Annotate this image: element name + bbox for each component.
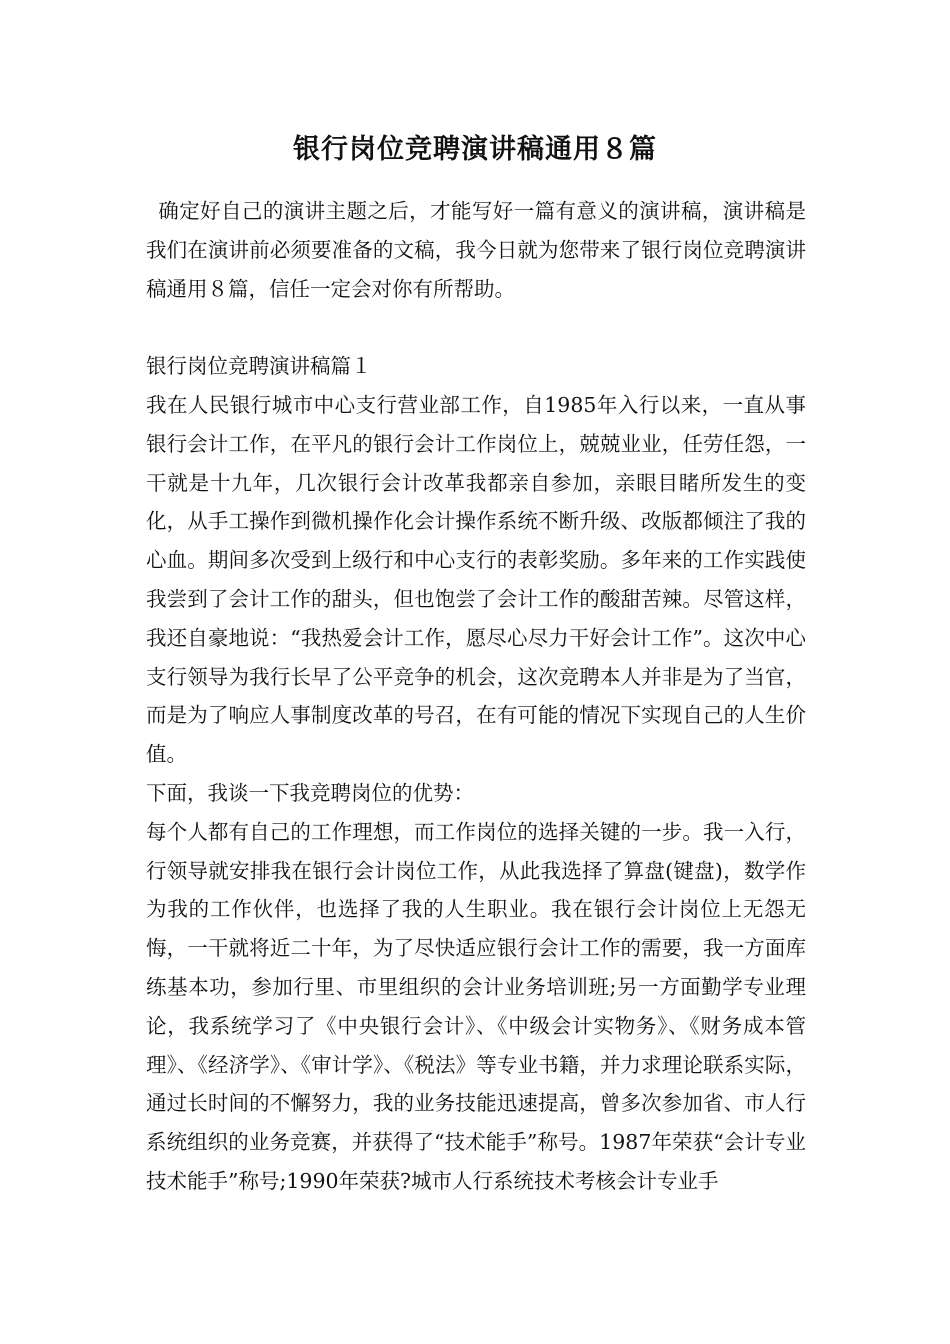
document-title: 银行岗位竞聘演讲稿通用８篇 — [293, 134, 657, 165]
body-paragraph-2: 下面，我谈一下我竞聘岗位的优势： — [146, 780, 474, 805]
body-paragraph-3: 每个人都有自己的工作理想，而工作岗位的选择关键的一步。我一入行，行领导就安排我在银行会计岗位工作，从此我选择了算盘(键盘)，数学作为我的工作伙伴，也选择了我的人生职业。我在银行会计岗位上无怨无悔，一干就将近二十年，为了尽快适应银行会计工作的需要，我一方面库练基本功，参加行里、市里组织的会计业务培训班;另一方面勤学专业理论，我系统学习了《中央银行会计》、《中级会计实物务》、《财务成本管理》、《经济学》、《审计学》、《税法》等专业书籍，并力求理论联系实际，通过长时间的不懈努力，我的业务技能迅速提高，曾多次参加省、市人行系统组织的业务竞赛，并获得了“技术能手”称号。1987年荣获“会计专业技术能手”称号;1990年荣获?城市人行系统技术考核会计专业手 — [146, 819, 806, 1193]
body-paragraph-1: 我在人民银行城市中心支行营业部工作，自1985年入行以来，一直从事银行会计工作，在平凡的银行会计工作岗位上，兢兢业业，任劳任怨，一干就是十九年，几次银行会计改革我都亲自参加，亲眼目睹所发生的变化，从手工操作到微机操作化会计操作系统不断升级、改版都倾注了我的心血。期间多次受到上级行和中心支行的表彰奖励。多年来的工作实践使我尝到了会计工作的甜头，但也饱尝了会计工作的酸甜苦辣。尽管这样，我还自豪地说：“我热爱会计工作，愿尽心尽力干好会计工作”。这次中心支行领导为我行长早了公平竞争的机会，这次竞聘本人并非是为了当官，而是为了响应人事制度改革的号召，在有可能的情况下实现自己的人生价值。 — [146, 392, 806, 767]
document-body — [146, 192, 806, 1201]
paragraph-spacer — [146, 308, 806, 347]
intro-paragraph: 确定好自己的演讲主题之后，才能写好一篇有意义的演讲稿，演讲稿是我们在演讲前必须要准备的文稿，我今日就为您带来了银行岗位竞聘演讲稿通用８篇，信任一定会对你有所帮助。 — [146, 199, 806, 301]
section-heading: 银行岗位竞聘演讲稿篇１ — [146, 354, 372, 379]
